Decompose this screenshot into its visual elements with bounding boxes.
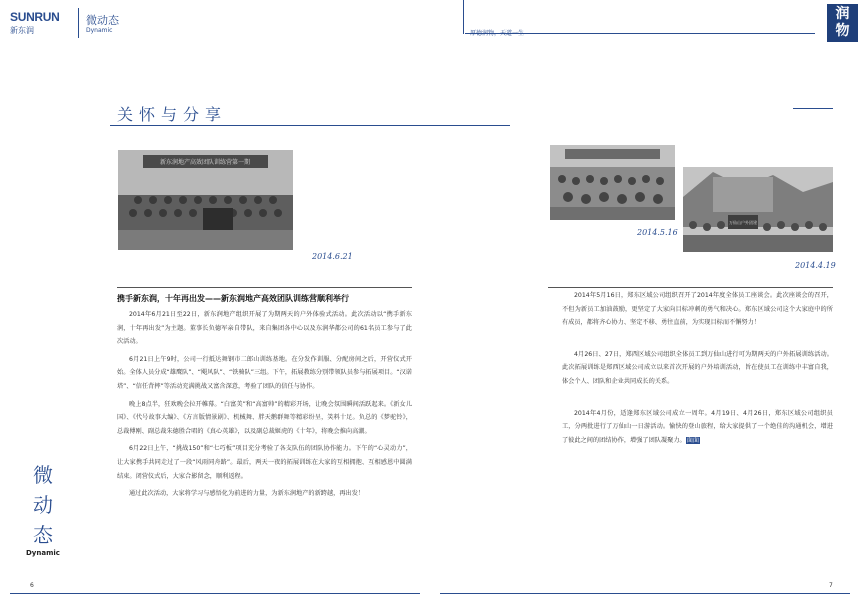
brand-mark-char-1: 润: [835, 6, 850, 22]
photo-date-3: 2014.4.19: [795, 261, 836, 270]
article-right-paragraph-3-text: 2014年4月份，适逢郑东区域公司成立一周年。4月19日、4月26日，郑东区域公司组织员工，分两批进行了万仙山一日游活动。愉快的登山旅程，给大家提供了一个绝佳的沟通机会，增进了彼此之间的团结协作，增强了团队凝聚力。: [562, 409, 833, 444]
article-paragraph: 晚上8点半，狂欢晚会拉开帷幕。“白富美”和“高富帅”的精彩开场，让晚会氛围瞬间活跃起来。《新女儿国》、《代号故事大编》、《方言版情景剧》、机械舞、胖天鹅群舞等精彩纷呈，笑料十足。负总的《梦驼铃》，总裁傅刚、副总裁朱德胜合唱的《真心英雄》，以及副总裁姬虎的《十年》，将晚会推向高潮。: [117, 400, 412, 435]
title-underline: [110, 125, 510, 126]
photo-training-camp-banner: 新东润地产高效团队训练营第一期: [159, 159, 251, 166]
photo-mountain-trip-banner: 万仙山户外团建: [729, 220, 757, 225]
article-paragraph: 2014年6月21日至22日，新东润地产组织开展了为期两天的户外体验式活动。此次活动以“携手新东润，十年再出发”为主题。董事长负德军亲自带队，来自集团各中心以及东润华都公司的61名员工参与了此次活动。: [117, 311, 412, 346]
photo-training-camp: [118, 150, 293, 250]
article-paragraph: 6月22日上午，“挑战150”和“七巧板”项目充分考验了各支队伍的团队协作能力。下午的“心灵动力”，让大家携手共同走过了一段“风雨同舟路”。最后，两天一夜的拓展训练在大家的互相拥抱、互相感恩中圆满结束。闭营仪式后，大家合影留念，顺利返程。: [117, 445, 412, 480]
footer-rule-right: [440, 593, 850, 594]
article-paragraph: 6月21日上午9时，公司一行抵达舞钢市二郎山训练基地。在分发作训服、分配房间之后，开营仪式开始。全体人员分成“雄鹰队”、“飓风队”、“铁骑队”三组。下午，拓展教练分别带领队员参与拓展项目。“汉诺塔”、“信任背摔”等活动充满挑战又富含深意，考验了团队的信任与协作。: [117, 355, 412, 390]
side-title-en: Dynamic: [26, 549, 60, 557]
page-number-left: 6: [30, 582, 34, 589]
brand-logo: [10, 10, 72, 40]
side-title-char: 微: [33, 463, 53, 487]
article-right-paragraph-2: 4月26日、27日，郑西区域公司组织全体员工到万仙山进行可为期两天的户外拓展训练活动。此次拓展训练是郑西区域公司成立以来首次开展的户外培训活动，旨在使员工在训练中丰富自我，体会个人、团队和企业共同成长的关系。: [562, 350, 833, 385]
page-title: 关怀与分享: [117, 105, 228, 124]
side-title-char: 态: [33, 523, 53, 547]
footer-rule-left: [10, 593, 420, 594]
header-divider: [78, 8, 79, 38]
photo-staff-meeting-image: [550, 145, 675, 220]
photo-mountain-trip-image: [683, 167, 833, 252]
title-underline-right: [793, 108, 833, 109]
article-right-paragraph-3: [562, 407, 833, 448]
photo-date-1: 2014.6.21: [312, 252, 353, 261]
article-title: 携手新东润，十年再出发——新东润地产高效团队训练营顺利举行: [117, 294, 349, 303]
page-number-right: 7: [829, 582, 833, 589]
article-right: [562, 289, 833, 447]
brand-mark-icon: [827, 4, 858, 42]
article-right-paragraph-1: 2014年5月16日，郑东区域公司组织召开了2014年度全体员工座谈会。此次座谈会的召开，不但为新员工加油鼓励，更坚定了大家向目标冲刺的勇气和决心。郑东区域公司这个大家庭中的所有成员，都将齐心协力、坚定不移、勇往直前，为实现目标而不懈努力！: [562, 292, 833, 327]
header-divider-right: [463, 0, 464, 34]
photo-staff-meeting: [550, 145, 675, 220]
side-vertical-title: [28, 460, 58, 550]
header-section-subtitle: Dynamic: [86, 27, 113, 34]
photo-date-2: 2014.5.16: [637, 228, 678, 237]
photo-training-camp-image: [118, 150, 293, 250]
article-rule-left: [117, 287, 412, 288]
article-rule-right: [548, 287, 833, 288]
brand-mark-char-2: 物: [835, 23, 850, 39]
highlight-mark: 面面: [686, 436, 700, 444]
header-motto: 厚德润物，天道一生: [470, 30, 525, 37]
photo-mountain-trip: [683, 167, 833, 252]
header-section-title: 微动态: [86, 14, 119, 27]
article-paragraph: 通过此次活动，大家将学习与感悟化为前进的力量，为新东润地产的新跨越，再出发！: [129, 490, 365, 498]
article-left: [117, 292, 412, 505]
side-title-char: 动: [33, 493, 53, 517]
brand-name-cn: 新东润: [10, 26, 34, 35]
brand-name: SUNRUN: [10, 10, 60, 24]
